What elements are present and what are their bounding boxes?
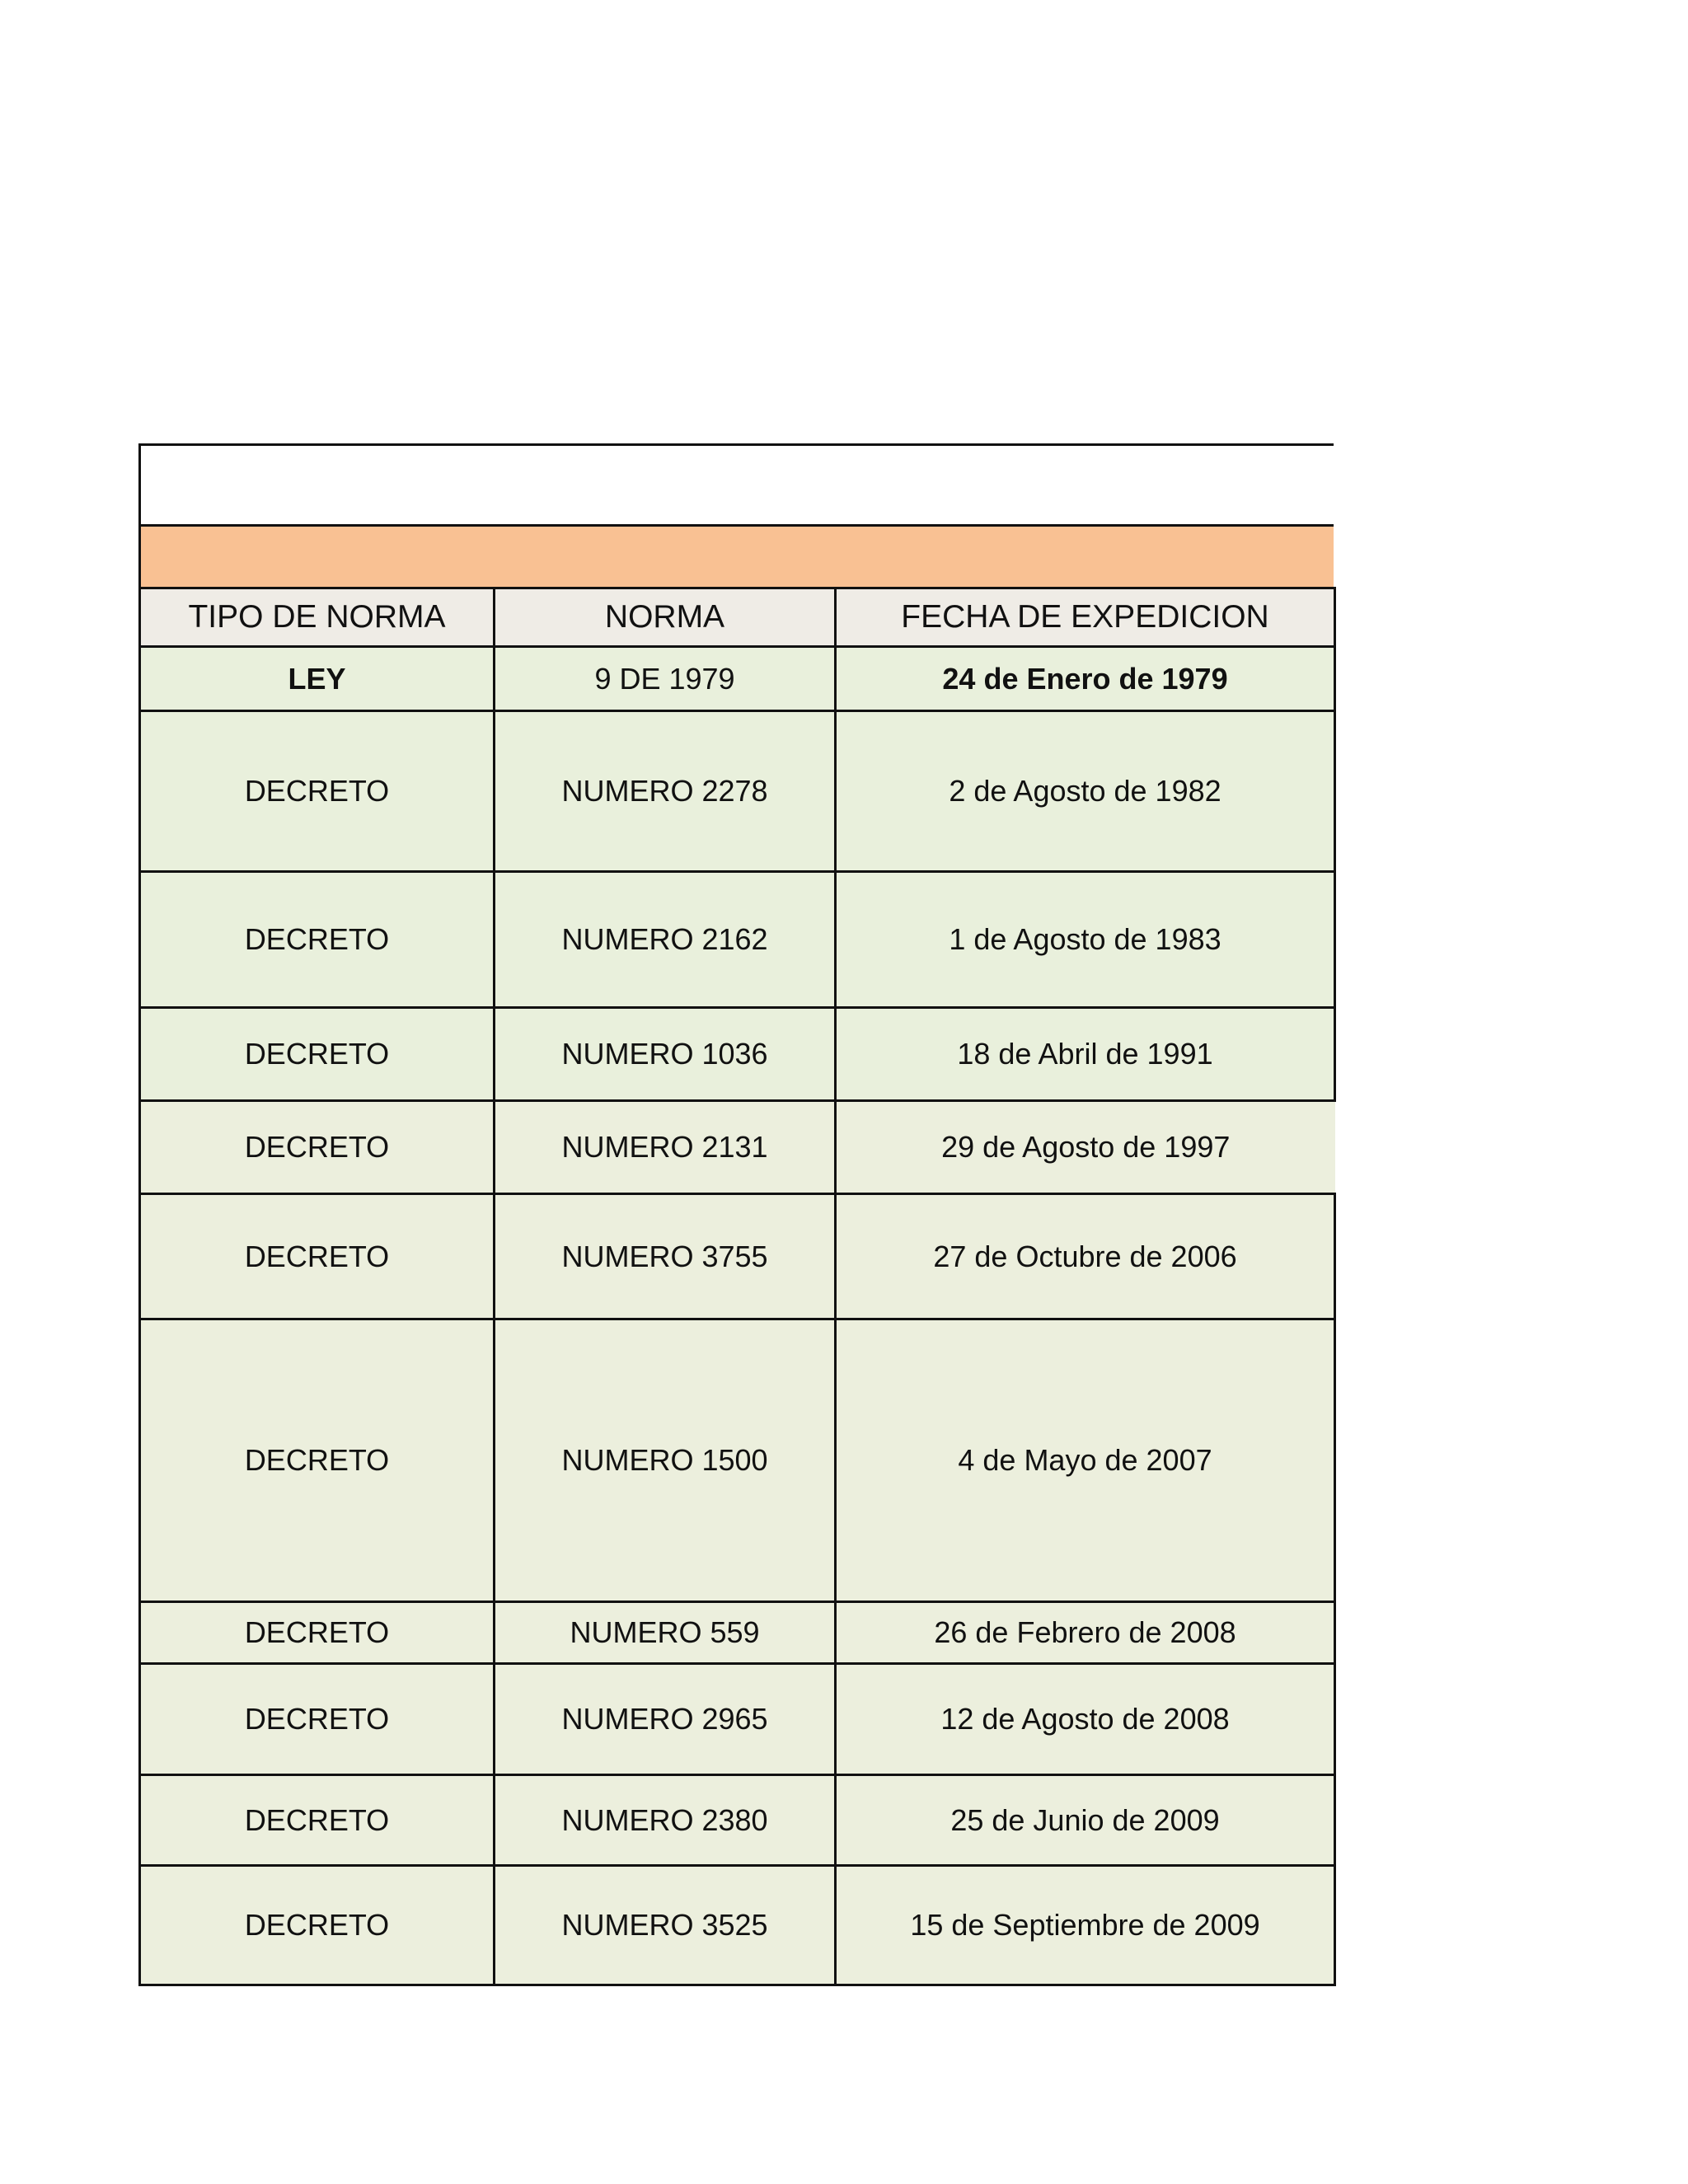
spreadsheet-table <box>138 443 1334 1986</box>
table-row <box>140 1602 1335 1664</box>
cell-fecha: 2 de Agosto de 1982 <box>836 711 1335 872</box>
cell-fecha: 4 de Mayo de 2007 <box>836 1319 1335 1602</box>
cell-tipo: DECRETO <box>140 1101 495 1194</box>
cell-fecha: 27 de Octubre de 2006 <box>836 1194 1335 1319</box>
title-row <box>138 443 1334 524</box>
cell-fecha: 15 de Septiembre de 2009 <box>836 1866 1335 1985</box>
column-header-tipo: TIPO DE NORMA <box>140 588 495 647</box>
table-row <box>140 1194 1335 1319</box>
cell-norma: NUMERO 2278 <box>495 711 836 872</box>
cell-norma: 9 DE 1979 <box>495 647 836 711</box>
table-row <box>140 1101 1335 1194</box>
header-band <box>138 524 1334 587</box>
table-row <box>140 1319 1335 1602</box>
cell-norma: NUMERO 1036 <box>495 1008 836 1101</box>
cell-tipo: DECRETO <box>140 1664 495 1775</box>
cell-fecha: 18 de Abril de 1991 <box>836 1008 1335 1101</box>
cell-tipo: DECRETO <box>140 1008 495 1101</box>
table-row <box>140 711 1335 872</box>
cell-norma: NUMERO 559 <box>495 1602 836 1664</box>
cell-tipo: DECRETO <box>140 872 495 1008</box>
cell-tipo: DECRETO <box>140 1775 495 1866</box>
cell-norma: NUMERO 1500 <box>495 1319 836 1602</box>
column-header-fecha: FECHA DE EXPEDICION <box>836 588 1335 647</box>
cell-norma: NUMERO 3755 <box>495 1194 836 1319</box>
table-row <box>140 1008 1335 1101</box>
cell-tipo: DECRETO <box>140 1602 495 1664</box>
cell-fecha: 24 de Enero de 1979 <box>836 647 1335 711</box>
table-row <box>140 1866 1335 1985</box>
cell-tipo: LEY <box>140 647 495 711</box>
table-row <box>140 647 1335 711</box>
cell-norma: NUMERO 2380 <box>495 1775 836 1866</box>
cell-fecha: 29 de Agosto de 1997 <box>836 1101 1335 1194</box>
header-row <box>140 588 1335 647</box>
cell-tipo: DECRETO <box>140 711 495 872</box>
cell-tipo: DECRETO <box>140 1866 495 1985</box>
cell-tipo: DECRETO <box>140 1319 495 1602</box>
cell-fecha: 25 de Junio de 2009 <box>836 1775 1335 1866</box>
cell-fecha: 12 de Agosto de 2008 <box>836 1664 1335 1775</box>
cell-norma: NUMERO 2131 <box>495 1101 836 1194</box>
table-row <box>140 1775 1335 1866</box>
cell-tipo: DECRETO <box>140 1194 495 1319</box>
table-row <box>140 872 1335 1008</box>
normas-table <box>138 587 1336 1986</box>
cell-norma: NUMERO 3525 <box>495 1866 836 1985</box>
column-header-norma: NORMA <box>495 588 836 647</box>
cell-fecha: 1 de Agosto de 1983 <box>836 872 1335 1008</box>
cell-norma: NUMERO 2162 <box>495 872 836 1008</box>
cell-fecha: 26 de Febrero de 2008 <box>836 1602 1335 1664</box>
cell-norma: NUMERO 2965 <box>495 1664 836 1775</box>
table-row <box>140 1664 1335 1775</box>
